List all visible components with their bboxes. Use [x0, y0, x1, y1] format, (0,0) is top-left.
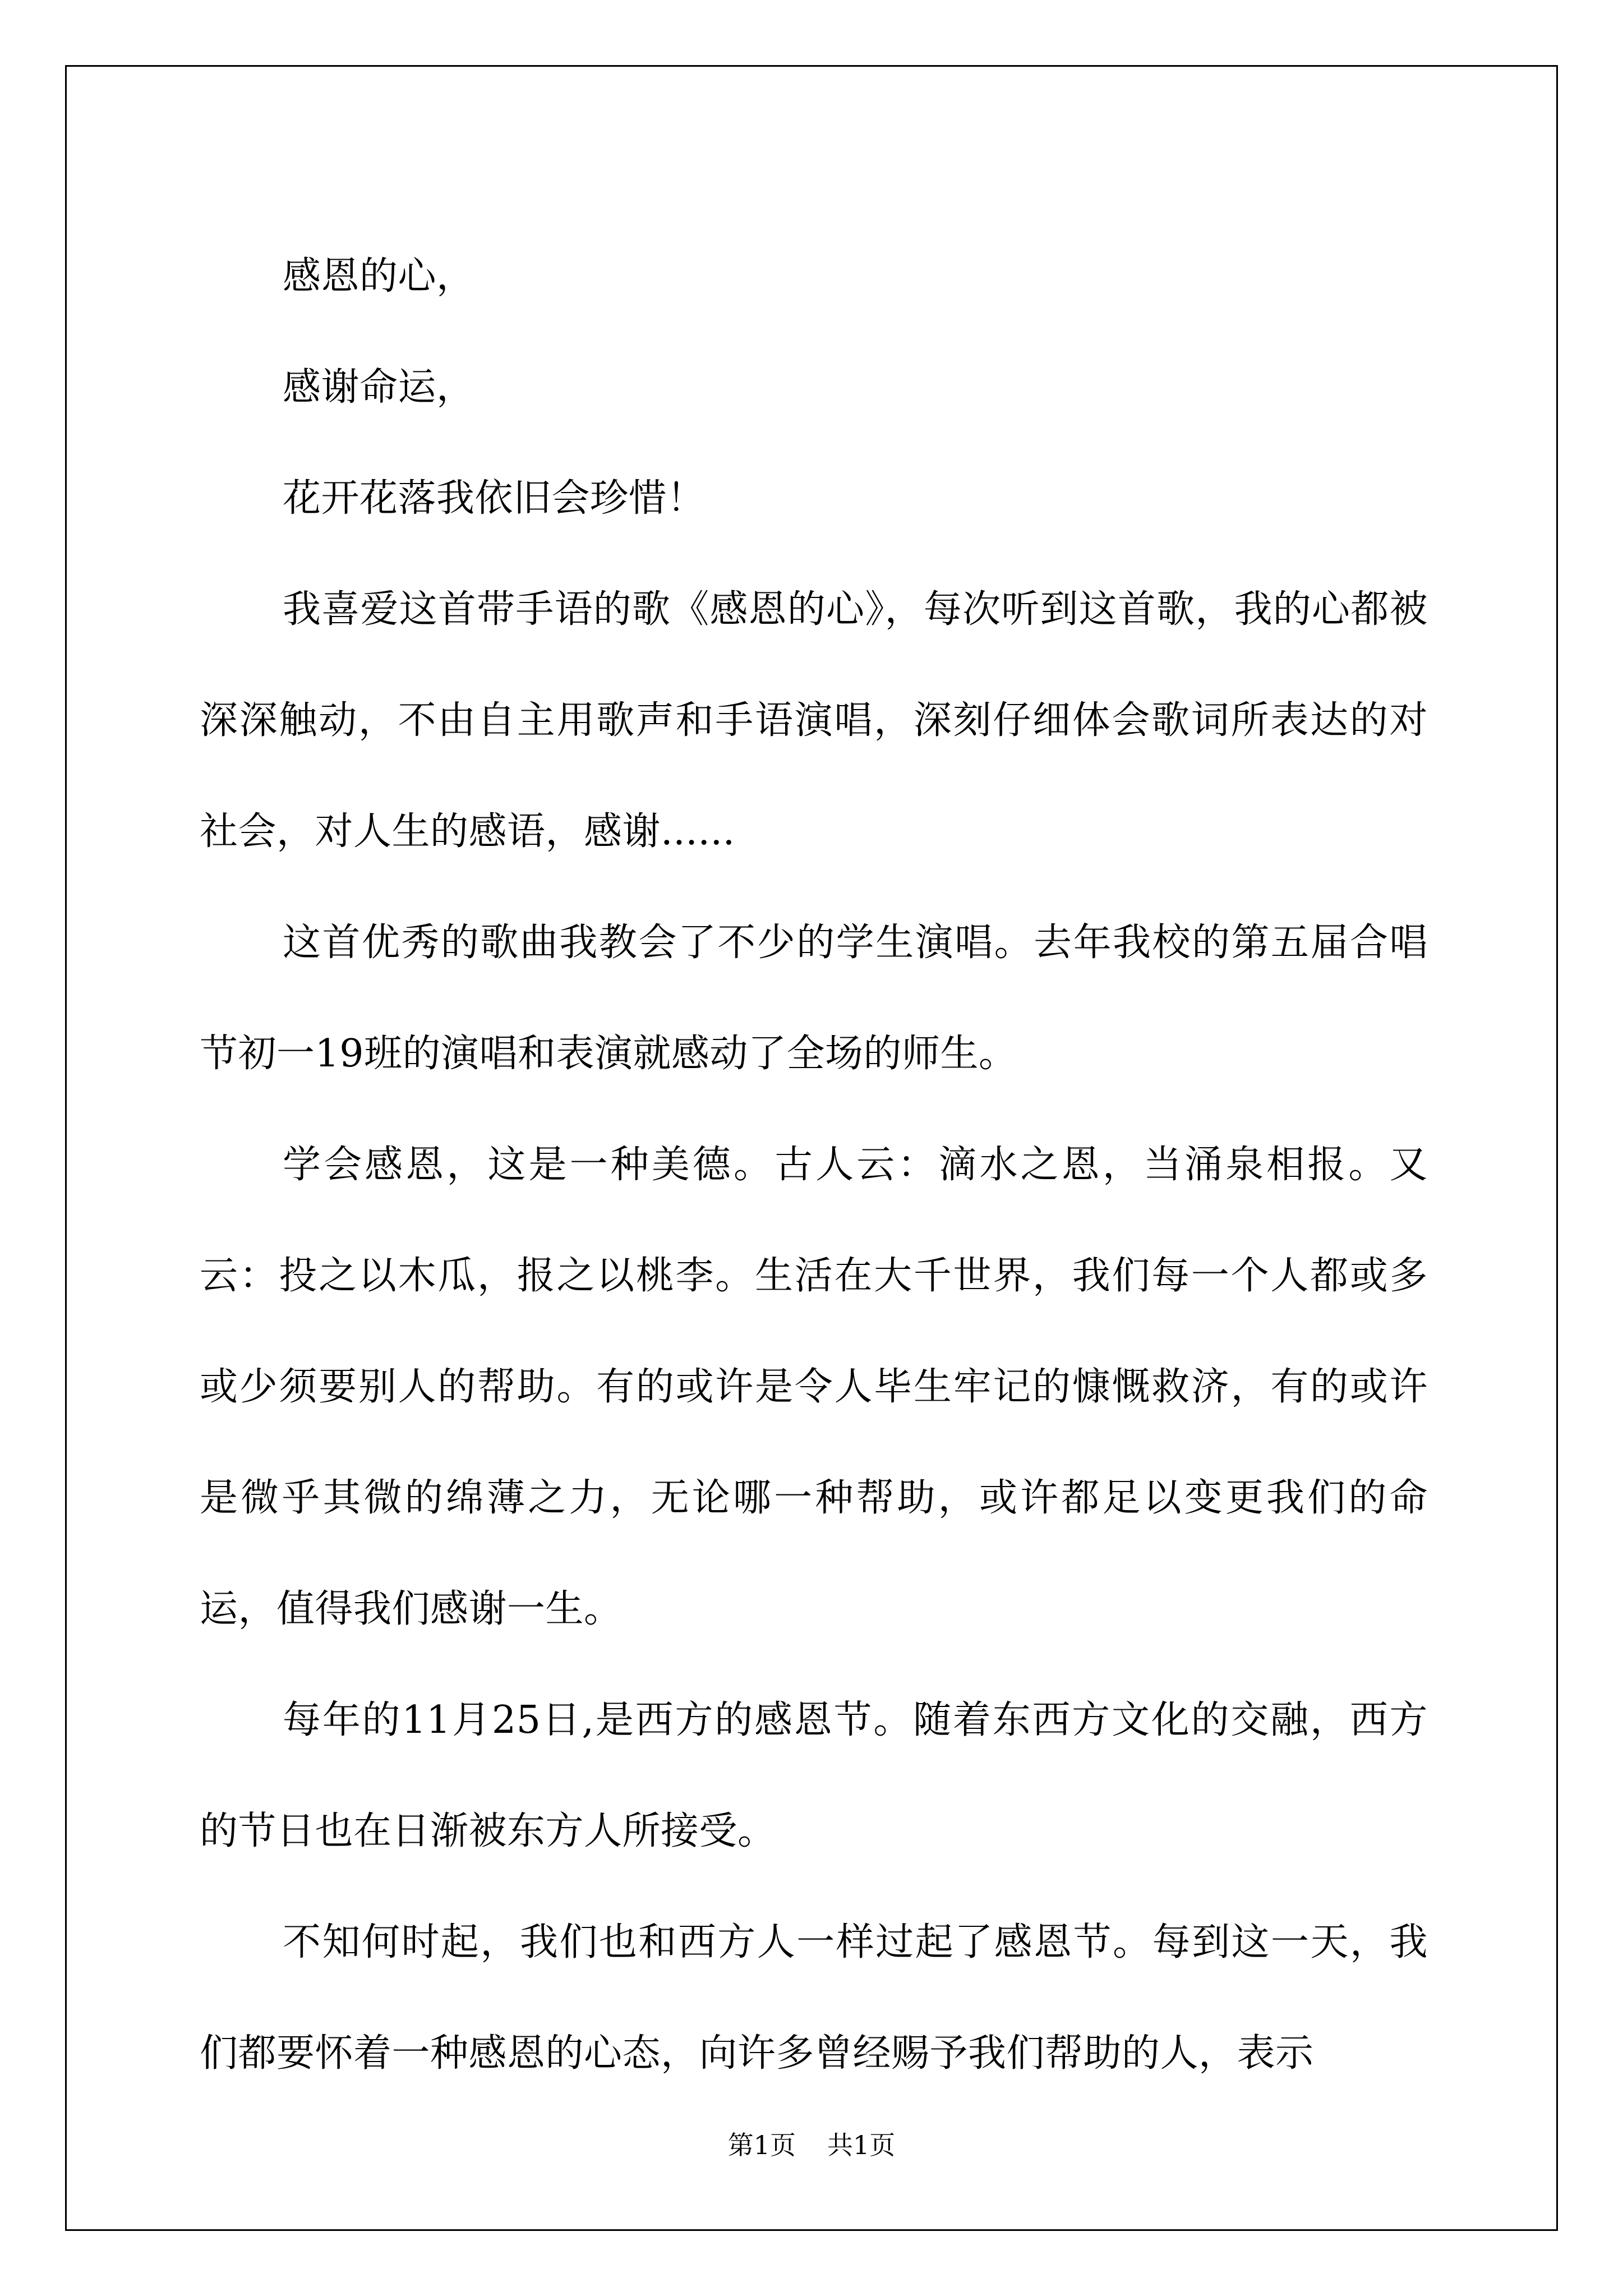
paragraph: 感谢命运，	[283, 365, 475, 409]
paragraph: 花开花落我依旧会珍惜！	[283, 476, 706, 521]
page-number-total: 共1页	[827, 2130, 896, 2160]
document-body	[200, 221, 1428, 2109]
page-number-current: 第1页	[727, 2130, 796, 2160]
paragraph: 感恩的心，	[283, 254, 475, 298]
paragraph: 学会感恩，这是一种美德。古人云：滴水之恩，当涌泉相报。又云：投之以木瓜，报之以桃李。生活在大千世界，我们每一个人都或多或少须要别人的帮助。有的或许是令人毕生牢记的慷慨救济，有的或许是微乎其微的绵薄之力，无论哪一种帮助，或许都足以变更我们的命运，值得我们感谢一生。	[200, 1143, 1428, 1631]
paragraph: 我喜爱这首带手语的歌《感恩的心》，每次听到这首歌，我的心都被深深触动，不由自主用歌声和手语演唱，深刻仔细体会歌词所表达的对社会，对人生的感语，感谢......	[200, 587, 1428, 854]
page-footer	[0, 2128, 1623, 2162]
paragraph: 这首优秀的歌曲我教会了不少的学生演唱。去年我校的第五届合唱节初一19班的演唱和表演就感动了全场的师生。	[200, 921, 1428, 1076]
paragraph: 每年的11月25日,是西方的感恩节。随着东西方文化的交融，西方的节日也在日渐被东方人所接受。	[200, 1698, 1428, 1853]
paragraph: 不知何时起，我们也和西方人一样过起了感恩节。每到这一天，我们都要怀着一种感恩的心态，向许多曾经赐予我们帮助的人，表示	[200, 1920, 1428, 2076]
